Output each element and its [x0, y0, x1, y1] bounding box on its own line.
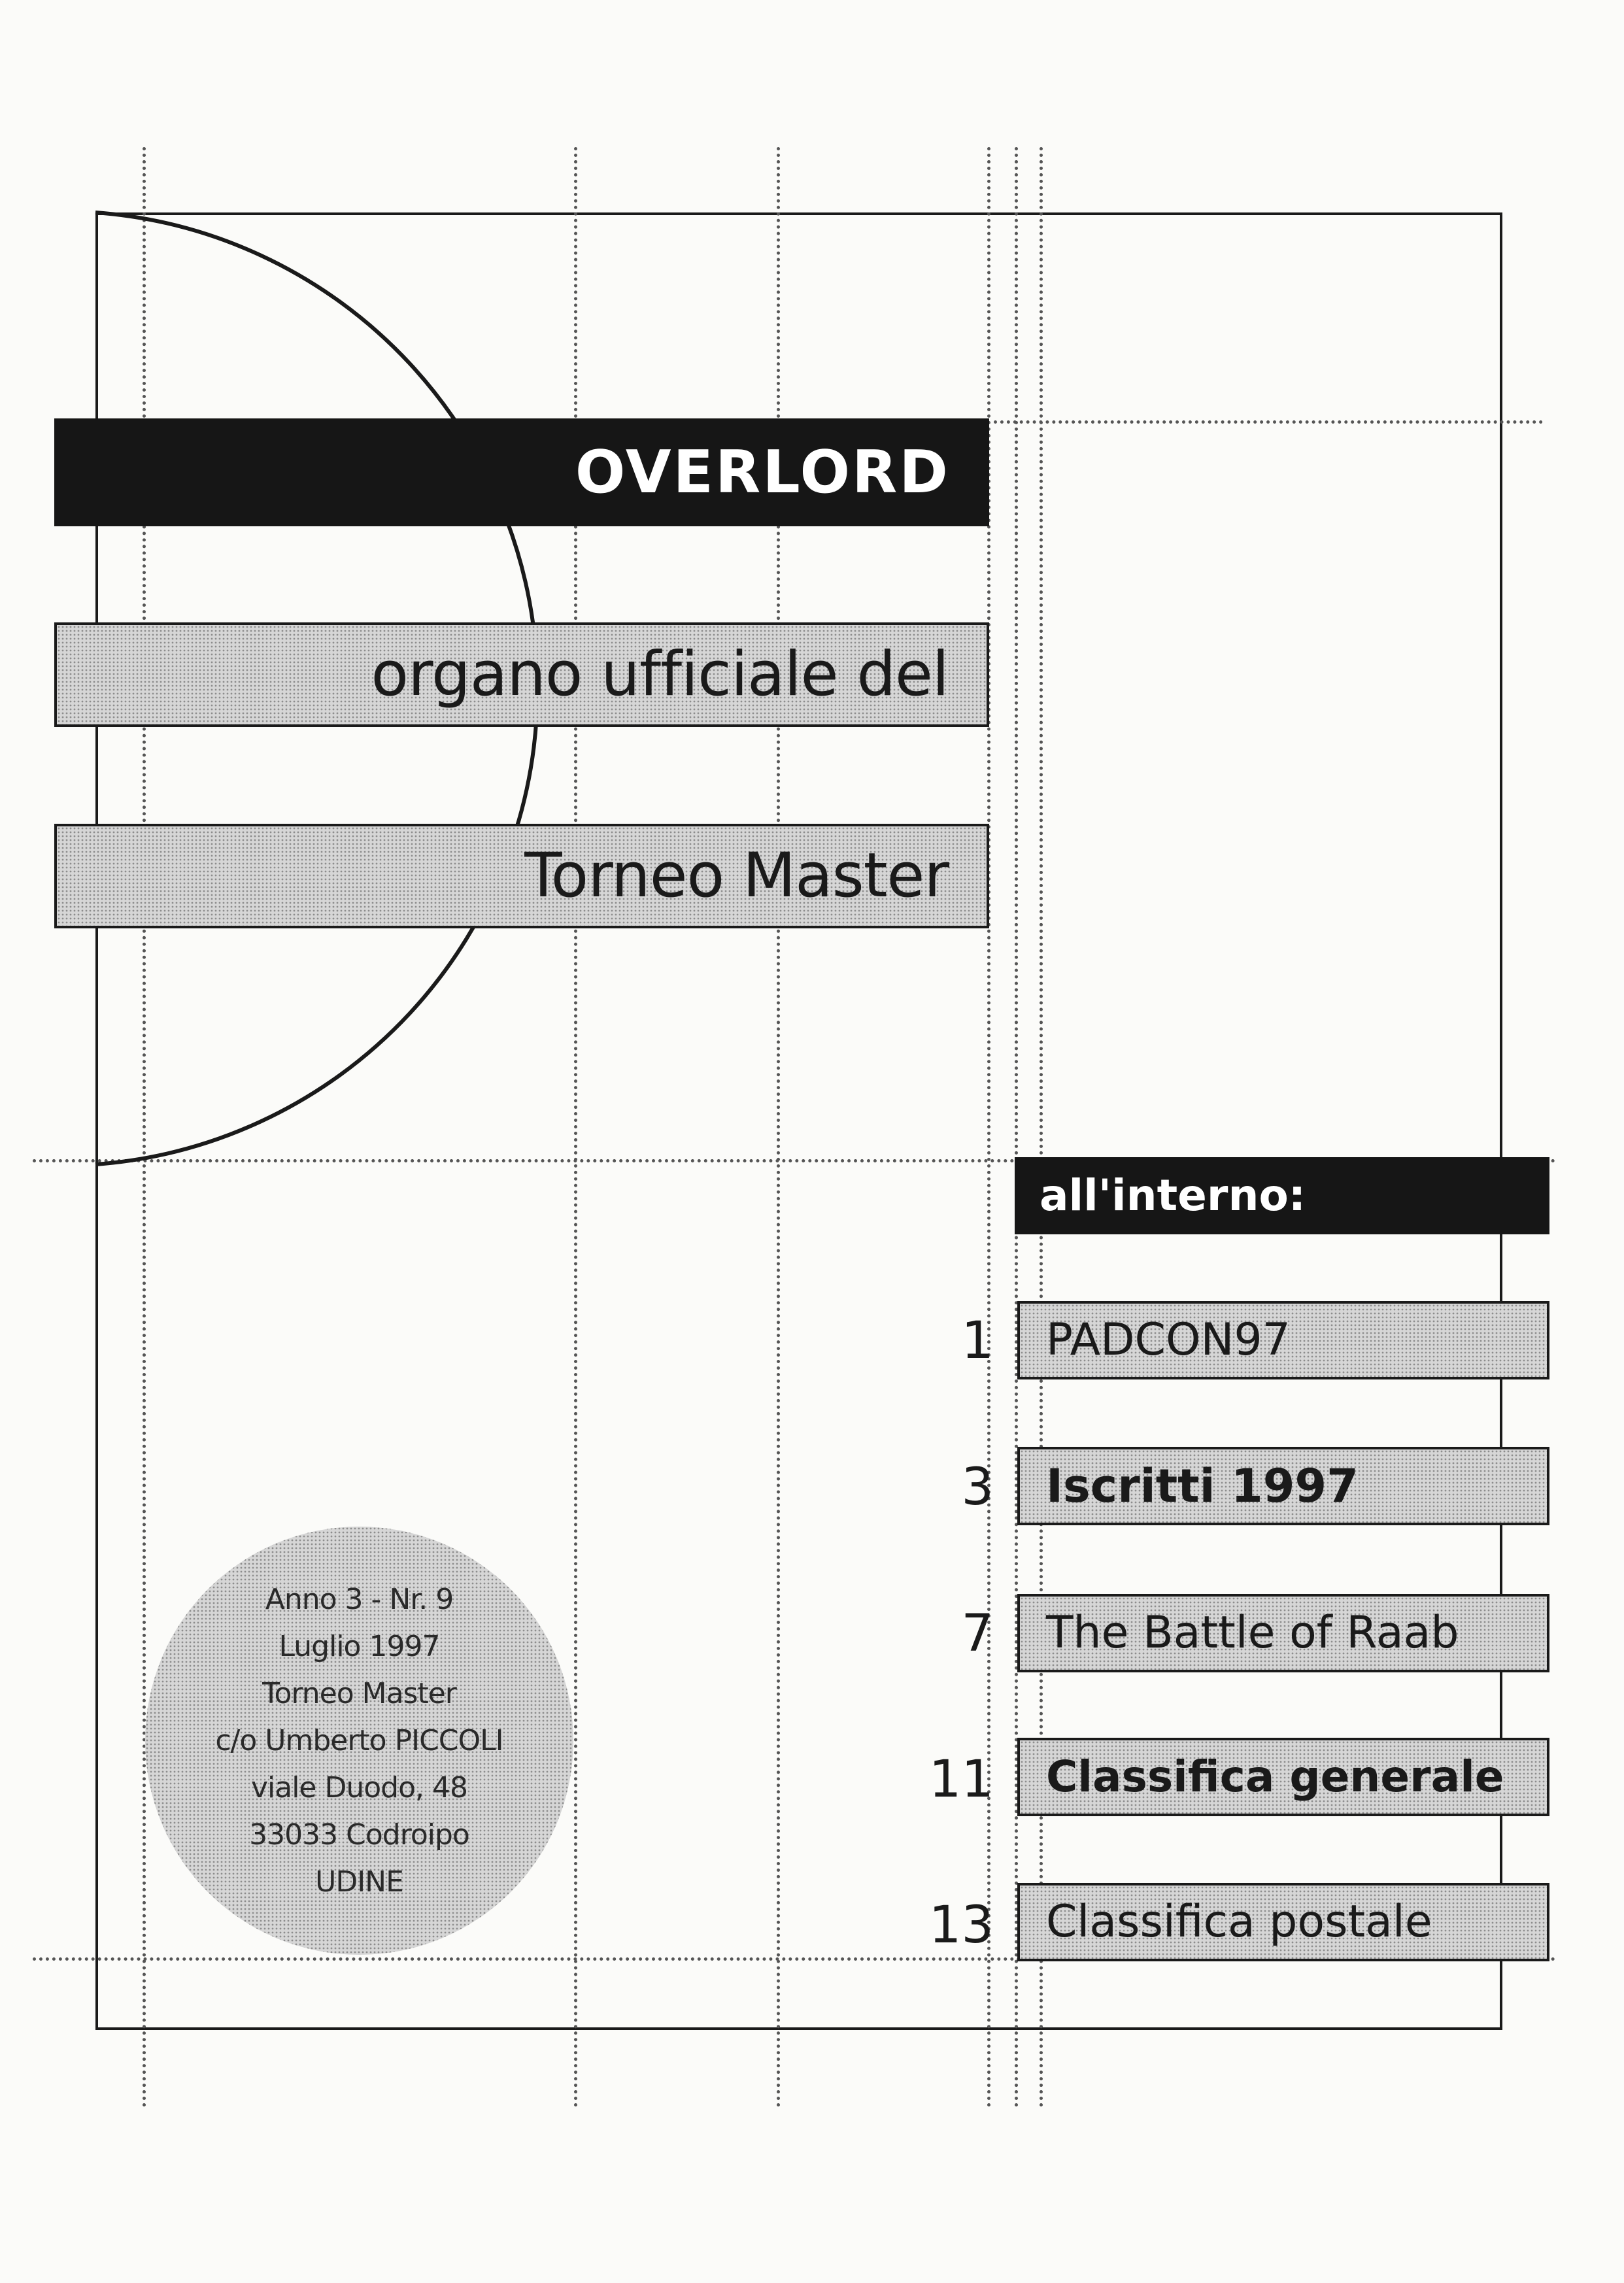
subtitle-bar-1	[54, 622, 989, 727]
toc-page-number: 11	[928, 1750, 994, 1809]
toc-item-label: Classifica postale	[1046, 1896, 1432, 1948]
toc-item-label: Iscritti 1997	[1046, 1459, 1359, 1513]
issue-care-of: c/o Umberto PICCOLI	[215, 1723, 503, 1757]
toc-page-number: 3	[961, 1458, 994, 1517]
toc-item-label: Classifica generale	[1046, 1751, 1504, 1802]
issue-date: Luglio 1997	[279, 1629, 440, 1663]
toc-page-number: 1	[961, 1311, 994, 1370]
toc-item	[1017, 1883, 1549, 1961]
issue-info-circle	[145, 1527, 573, 1955]
toc-item	[1017, 1301, 1549, 1379]
contents-heading-band	[1015, 1157, 1549, 1234]
page-title: OVERLORD	[575, 437, 950, 507]
toc-page-number: 7	[961, 1604, 994, 1663]
issue-city: 33033 Codroipo	[249, 1818, 469, 1852]
toc-item	[1017, 1738, 1549, 1816]
toc-item	[1017, 1447, 1549, 1525]
title-band	[54, 418, 989, 526]
issue-number: Anno 3 - Nr. 9	[265, 1582, 454, 1616]
subtitle-line-2: Torneo Master	[524, 840, 949, 911]
toc-item-label: The Battle of Raab	[1046, 1607, 1459, 1659]
toc-item	[1017, 1594, 1549, 1672]
toc-item-label: PADCON97	[1046, 1314, 1291, 1366]
contents-heading: all'interno:	[1040, 1170, 1306, 1221]
issue-street: viale Duodo, 48	[250, 1770, 467, 1804]
toc-page-number: 13	[928, 1896, 994, 1955]
issue-province: UDINE	[315, 1865, 403, 1899]
subtitle-bar-2	[54, 824, 989, 928]
subtitle-line-1: organo ufficiale del	[371, 639, 949, 710]
issue-org: Torneo Master	[262, 1676, 456, 1710]
